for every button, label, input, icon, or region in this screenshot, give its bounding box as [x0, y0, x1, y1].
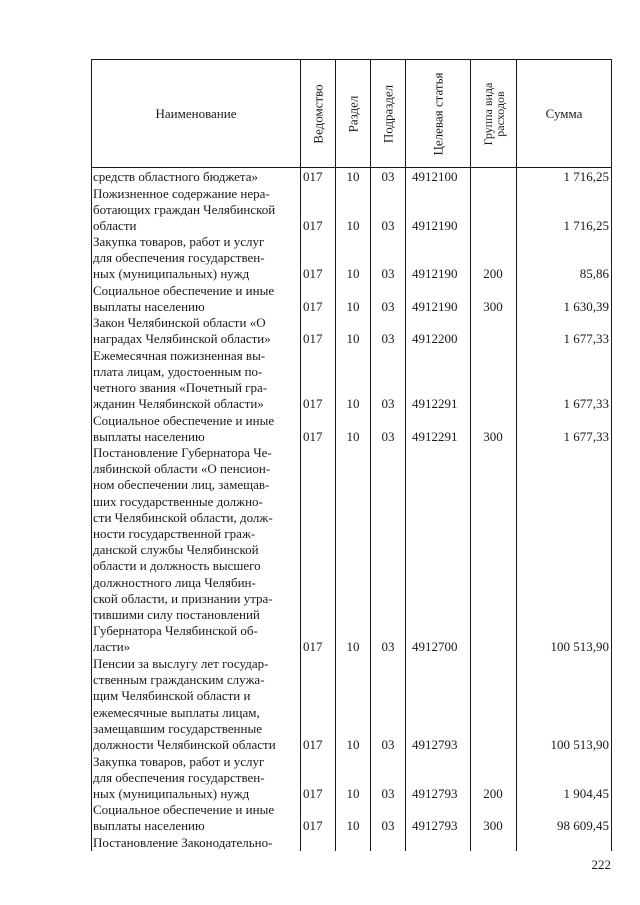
row-celevaya: 4912700: [412, 639, 458, 655]
budget-table: [91, 59, 612, 851]
row-vedomstvo: 017: [303, 217, 323, 233]
header-summa-text: Сумма: [545, 105, 583, 121]
row-podrazdel: 03: [381, 331, 395, 347]
header-razdel: [336, 60, 370, 167]
row-razdel: 10: [346, 217, 360, 233]
header-podrazdel: [371, 60, 405, 167]
row-vedomstvo: 017: [303, 785, 323, 801]
header-vedomstvo: [301, 60, 335, 167]
row-vedomstvo: 017: [303, 737, 323, 752]
row-razdel: 10: [346, 639, 360, 655]
header-gruppa: [471, 60, 516, 167]
row-summa: 100 513,90: [550, 737, 609, 752]
row-name: Постановление Законодательно-: [93, 834, 273, 850]
row-razdel: 10: [346, 266, 360, 282]
row-vedomstvo: 017: [303, 298, 323, 314]
row-summa: 1 677,33: [563, 396, 609, 412]
row-name: Закон Челябинской области «О наградах Челябинской области»: [93, 315, 271, 347]
row-podrazdel: 03: [381, 266, 395, 282]
header-podrazdel-text: Подраздел: [380, 84, 396, 143]
row-podrazdel: 03: [381, 737, 395, 752]
page-number: 222: [591, 857, 611, 872]
row-razdel: 10: [346, 785, 360, 801]
row-celevaya: 4912190: [412, 217, 458, 233]
col-border-pod: [370, 59, 371, 851]
row-podrazdel: 03: [381, 169, 395, 184]
row-name: Закупка товаров, работ и услуг для обеспечения государствен- ных (муниципальных) нужд: [93, 234, 265, 282]
col-border-left: [91, 59, 92, 851]
row-podrazdel: 03: [381, 818, 395, 834]
row-summa: 1 716,25: [563, 217, 609, 233]
row-podrazdel: 03: [381, 217, 395, 233]
header-gruppa-text: Группа вида расходов: [480, 82, 507, 145]
row-summa: 1 716,25: [563, 169, 609, 184]
header-name-text: Наименование: [155, 105, 237, 121]
row-vedomstvo: 017: [303, 331, 323, 347]
row-podrazdel: 03: [381, 396, 395, 412]
row-razdel: 10: [346, 396, 360, 412]
row-name: Закупка товаров, работ и услуг для обеспечения государствен- ных (муниципальных) нужд: [93, 753, 265, 801]
row-gruppa: 300: [483, 298, 503, 314]
row-celevaya: 4912190: [412, 298, 458, 314]
header-bottom-border: [91, 167, 612, 168]
row-celevaya: 4912793: [412, 785, 458, 801]
row-razdel: 10: [346, 298, 360, 314]
row-name: Пожизненное содержание нера- ботающих граждан Челябинской области: [93, 185, 276, 233]
row-summa: 100 513,90: [550, 639, 609, 655]
row-podrazdel: 03: [381, 298, 395, 314]
row-celevaya: 4912793: [412, 737, 458, 752]
row-razdel: 10: [346, 428, 360, 444]
row-gruppa: 200: [483, 266, 503, 282]
row-vedomstvo: 017: [303, 266, 323, 282]
row-celevaya: 4912793: [412, 818, 458, 834]
row-name: средств областного бюджета»: [93, 169, 259, 184]
row-vedomstvo: 017: [303, 396, 323, 412]
row-celevaya: 4912100: [412, 169, 458, 184]
header-celevaya-text: Целевая статья: [430, 71, 446, 156]
col-border-ved: [300, 59, 301, 851]
row-razdel: 10: [346, 331, 360, 347]
col-border-sum: [516, 59, 517, 851]
row-podrazdel: 03: [381, 639, 395, 655]
row-vedomstvo: 017: [303, 818, 323, 834]
header-summa: [517, 60, 611, 167]
row-name: Постановление Губернатора Че- лябинской области «О пенсион- ном обеспечении лиц, замещав- ших государственные должно- сти Челябинской области, долж- ности государственной граж- данской службы Челябинской области и должность высшего должностного лица Челябин- ской области, и признании утра- тившими силу постановлений Губернатора Челябинской об- ласти»: [93, 445, 273, 655]
header-name: [92, 60, 300, 167]
row-vedomstvo: 017: [303, 428, 323, 444]
col-border-grp: [470, 59, 471, 851]
row-gruppa: 300: [483, 428, 503, 444]
header-vedomstvo-text: Ведомство: [310, 83, 326, 144]
col-border-cel: [405, 59, 406, 851]
row-summa: 98 609,45: [557, 818, 609, 834]
row-vedomstvo: 017: [303, 639, 323, 655]
row-celevaya: 4912291: [412, 396, 458, 412]
row-razdel: 10: [346, 818, 360, 834]
row-summa: 1 630,39: [563, 298, 609, 314]
row-name: Пенсии за выслугу лет государ- ственным гражданским служа- щим Челябинской области и ежемесячные выплаты лицам, замещавшим государственные должности Челябинской области: [93, 656, 276, 753]
header-razdel-text: Раздел: [345, 95, 361, 132]
row-name: Ежемесячная пожизненная вы- плата лицам, удостоенным по- четного звания «Почетный гра- жданин Челябинской области»: [93, 347, 268, 412]
header-celevaya: [406, 60, 470, 167]
row-podrazdel: 03: [381, 428, 395, 444]
row-name: Социальное обеспечение и иные выплаты населению: [93, 802, 275, 834]
row-summa: 1 677,33: [563, 428, 609, 444]
col-border-right: [611, 59, 612, 851]
row-vedomstvo: 017: [303, 169, 323, 184]
row-summa: 1 904,45: [563, 785, 609, 801]
row-gruppa: 200: [483, 785, 503, 801]
row-celevaya: 4912200: [412, 331, 458, 347]
row-razdel: 10: [346, 737, 360, 752]
row-gruppa: 300: [483, 818, 503, 834]
row-summa: 85,86: [579, 266, 609, 282]
row-name: Социальное обеспечение и иные выплаты населению: [93, 412, 275, 444]
row-summa: 1 677,33: [563, 331, 609, 347]
row-podrazdel: 03: [381, 785, 395, 801]
col-border-raz: [335, 59, 336, 851]
row-name: Социальное обеспечение и иные выплаты населению: [93, 282, 275, 314]
row-celevaya: 4912190: [412, 266, 458, 282]
row-razdel: 10: [346, 169, 360, 184]
row-celevaya: 4912291: [412, 428, 458, 444]
